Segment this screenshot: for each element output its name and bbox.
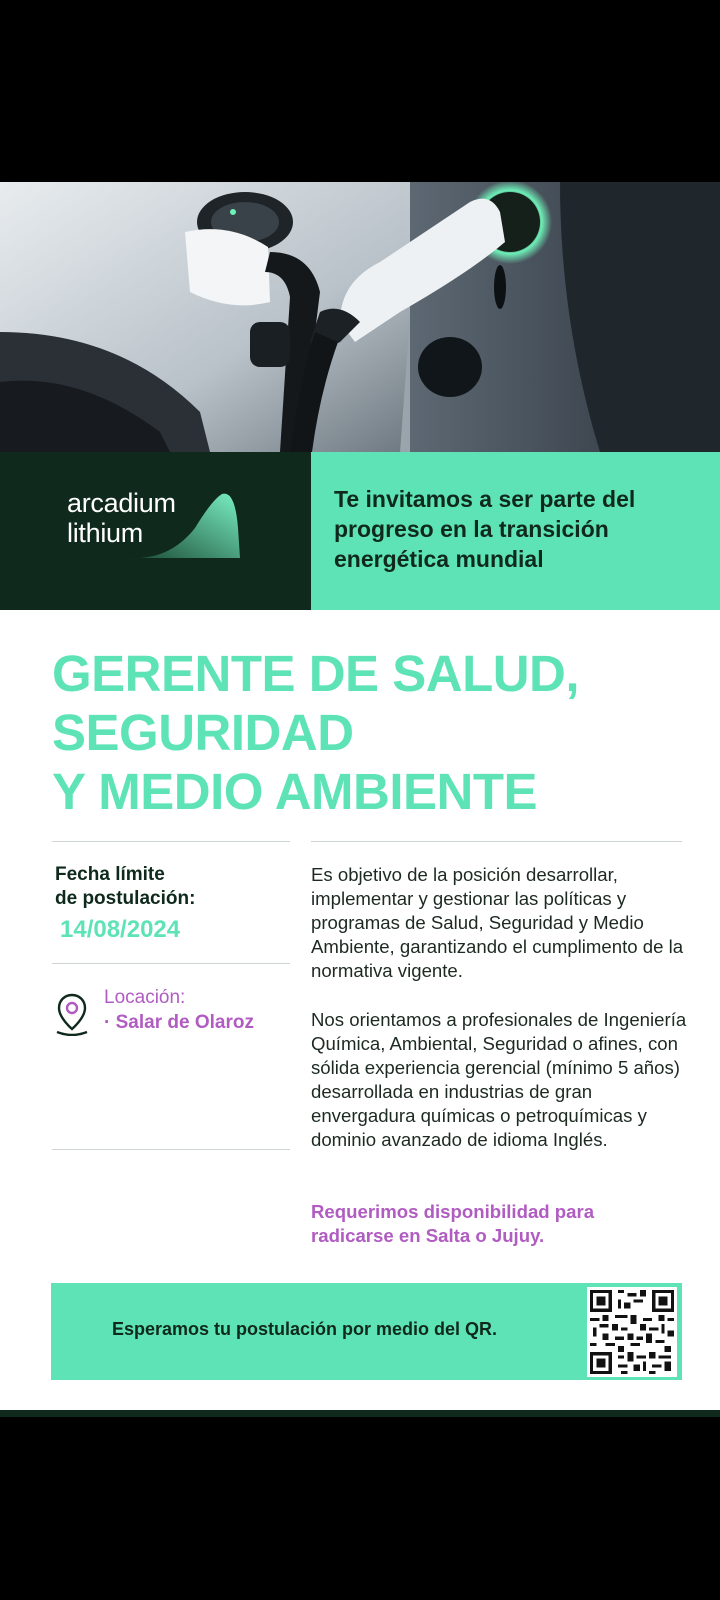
brand-band: [0, 452, 720, 610]
apply-instruction: Esperamos tu postulación por medio del QR.: [112, 1319, 498, 1339]
brand-name-line1: arcadium: [67, 488, 176, 518]
job-title-line1: GERENTE DE SALUD,: [52, 645, 580, 702]
footer-bar: [0, 1410, 720, 1417]
job-title: [52, 644, 692, 821]
location-label: Locación:: [104, 987, 186, 1008]
brand-logo: [67, 488, 176, 548]
brand-block: [0, 452, 311, 610]
deadline-date: 14/08/2024: [60, 916, 181, 943]
job-title-line3: Y MEDIO AMBIENTE: [52, 763, 538, 820]
job-title-line2: SEGURIDAD: [52, 704, 354, 761]
brand-name-line2: lithium: [67, 518, 143, 548]
hero-photo-ev-charging: [0, 182, 720, 452]
location-value: · Salar de Olaroz: [104, 1012, 254, 1033]
relocation-requirement: Requerimos disponibilidad para radicarse en Salta o Jujuy.: [311, 1201, 595, 1246]
deadline-label: Fecha límite de postulación:: [55, 864, 196, 909]
tagline: Te invitamos a ser parte del progreso en la transición energética mundial: [334, 486, 636, 572]
apply-banner: [51, 1283, 682, 1380]
divider: [52, 963, 290, 964]
tagline-block: [311, 452, 720, 610]
qr-code[interactable]: [587, 1287, 677, 1377]
location-pin-icon: [54, 992, 90, 1041]
divider: [52, 841, 290, 842]
divider: [311, 841, 682, 842]
divider: [52, 1149, 290, 1150]
description-paragraph-1: Es objetivo de la posición desarrollar, implementar y gestionar las políticas y programas de Salud, Seguridad y Medio Ambiente, garantizando el cumplimento de la normativa vigente.: [311, 864, 684, 981]
job-poster: [0, 182, 720, 1417]
description-paragraph-2: Nos orientamos a profesionales de Ingeniería Química, Ambiental, Seguridad o afines, con sólida experiencia gerencial (mínimo 5 años) desarrollada en industrias de gran envergadura químicas o petroquímicas y dominio avanzado de idioma Inglés.: [311, 1009, 687, 1150]
